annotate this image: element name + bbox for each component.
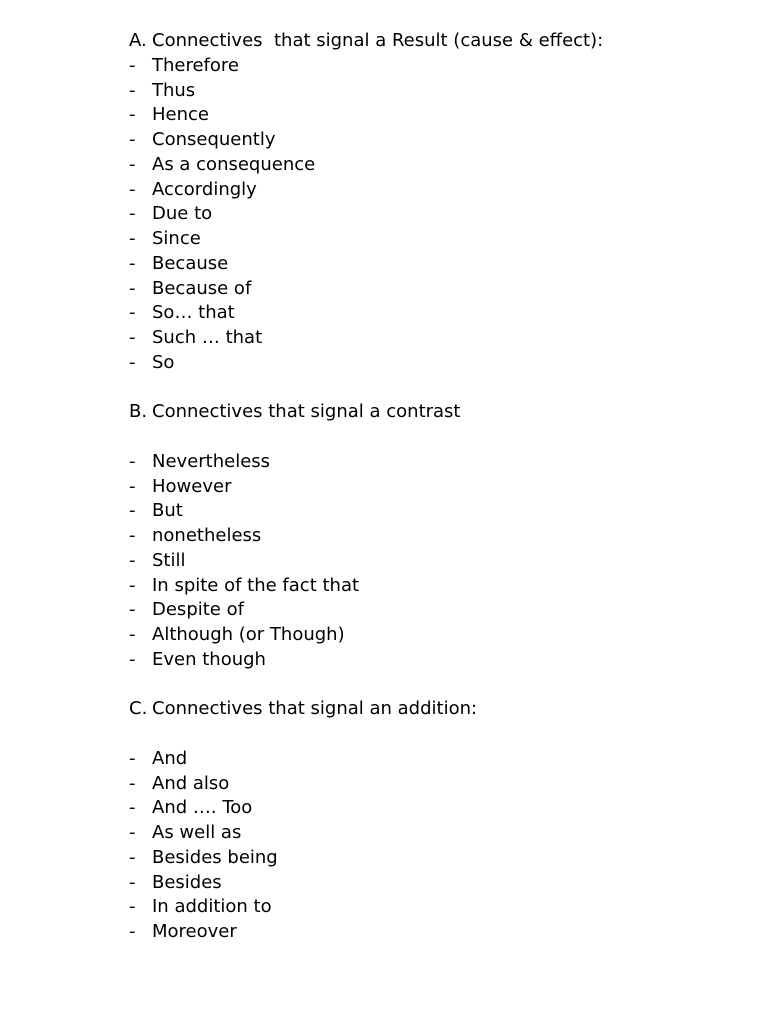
list-dash: -	[129, 277, 136, 299]
list-item-text: In spite of the fact that	[152, 574, 360, 596]
list-dash: -	[129, 574, 136, 596]
list-dash: -	[129, 203, 136, 225]
list-item	[129, 277, 749, 302]
list-item	[129, 648, 749, 673]
list-item	[129, 549, 749, 574]
list-item	[129, 772, 749, 797]
list-item	[129, 252, 749, 277]
list-dash: -	[129, 797, 136, 819]
list-item	[129, 202, 749, 227]
list-dash: -	[129, 129, 136, 150]
list-dash: -	[129, 822, 136, 843]
list-dash: -	[129, 450, 136, 472]
list-item-text: And	[152, 747, 188, 769]
section-a-list	[129, 54, 749, 376]
section-b-list	[129, 450, 749, 673]
list-item-text: Moreover	[152, 921, 237, 942]
list-item-text: Still	[152, 549, 186, 571]
list-item	[129, 796, 749, 821]
list-dash: -	[129, 178, 136, 200]
blank-line	[129, 722, 749, 747]
section-c-list	[129, 747, 749, 945]
list-item	[129, 128, 749, 153]
list-dash: -	[129, 153, 136, 175]
list-item	[129, 301, 749, 326]
list-item	[129, 475, 749, 500]
section-marker: A.	[129, 30, 147, 51]
list-item-text: Even though	[152, 648, 266, 670]
list-item	[129, 326, 749, 351]
list-item-text: Hence	[152, 104, 209, 126]
list-dash: -	[129, 648, 136, 670]
section-a-heading	[129, 29, 749, 54]
list-dash: -	[129, 599, 136, 621]
list-item	[129, 351, 749, 376]
list-item-text: Due to	[152, 203, 213, 225]
list-item	[129, 598, 749, 623]
list-dash: -	[129, 252, 136, 274]
list-dash: -	[129, 327, 136, 348]
list-item-text: As well as	[152, 822, 242, 843]
section-marker: B.	[129, 401, 148, 423]
list-item	[129, 574, 749, 599]
list-item	[129, 79, 749, 104]
list-dash: -	[129, 54, 136, 76]
list-dash: -	[129, 525, 136, 546]
list-item	[129, 846, 749, 871]
list-item-text: So	[152, 351, 175, 373]
list-item-text: But	[152, 500, 183, 522]
list-dash: -	[129, 772, 136, 794]
list-item	[129, 227, 749, 252]
section-b-heading	[129, 400, 749, 425]
list-item-text: As a consequence	[152, 153, 316, 175]
list-item-text: And also	[152, 772, 230, 794]
list-item-text: In addition to	[152, 896, 272, 918]
list-dash: -	[129, 500, 136, 522]
list-dash: -	[129, 549, 136, 571]
list-item-text: nonetheless	[152, 525, 262, 546]
list-dash: -	[129, 228, 136, 249]
section-title: Connectives that signal a contrast	[152, 401, 461, 423]
list-item-text: Besides being	[152, 846, 278, 868]
list-item	[129, 103, 749, 128]
list-item-text: Because of	[152, 277, 252, 299]
section-c-heading	[129, 697, 749, 722]
list-dash: -	[129, 79, 136, 101]
list-dash: -	[129, 475, 136, 497]
document-content	[129, 29, 749, 945]
list-item	[129, 895, 749, 920]
list-dash: -	[129, 871, 136, 893]
list-item-text: Consequently	[152, 129, 276, 150]
list-dash: -	[129, 351, 136, 373]
list-item	[129, 747, 749, 772]
blank-line	[129, 376, 749, 401]
list-item-text: Nevertheless	[152, 450, 271, 472]
list-item	[129, 821, 749, 846]
section-title: Connectives that signal an addition:	[152, 698, 478, 720]
list-item-text: Accordingly	[152, 178, 257, 200]
list-item-text: And …. Too	[152, 797, 253, 819]
list-item-text: Since	[152, 228, 201, 249]
list-item	[129, 450, 749, 475]
list-item-text: Although (or Though)	[152, 624, 345, 645]
list-item	[129, 524, 749, 549]
list-item-text: However	[152, 475, 232, 497]
blank-line	[129, 673, 749, 698]
list-dash: -	[129, 747, 136, 769]
list-dash: -	[129, 846, 136, 868]
list-dash: -	[129, 624, 136, 645]
list-item	[129, 499, 749, 524]
list-dash: -	[129, 302, 136, 324]
list-item	[129, 871, 749, 896]
section-title: Connectives that signal a Result (cause & effect):	[152, 30, 604, 51]
list-item	[129, 54, 749, 79]
list-dash: -	[129, 896, 136, 918]
list-item	[129, 178, 749, 203]
list-item-text: So… that	[152, 302, 235, 324]
list-item	[129, 623, 749, 648]
list-item	[129, 153, 749, 178]
list-item-text: Such … that	[152, 327, 263, 348]
list-dash: -	[129, 104, 136, 126]
list-item-text: Besides	[152, 871, 222, 893]
list-item-text: Therefore	[152, 54, 239, 76]
list-item-text: Despite of	[152, 599, 244, 621]
list-item-text: Thus	[152, 79, 196, 101]
section-marker: C.	[129, 698, 148, 720]
list-item	[129, 920, 749, 945]
list-item-text: Because	[152, 252, 229, 274]
list-dash: -	[129, 921, 136, 942]
blank-line	[129, 425, 749, 450]
